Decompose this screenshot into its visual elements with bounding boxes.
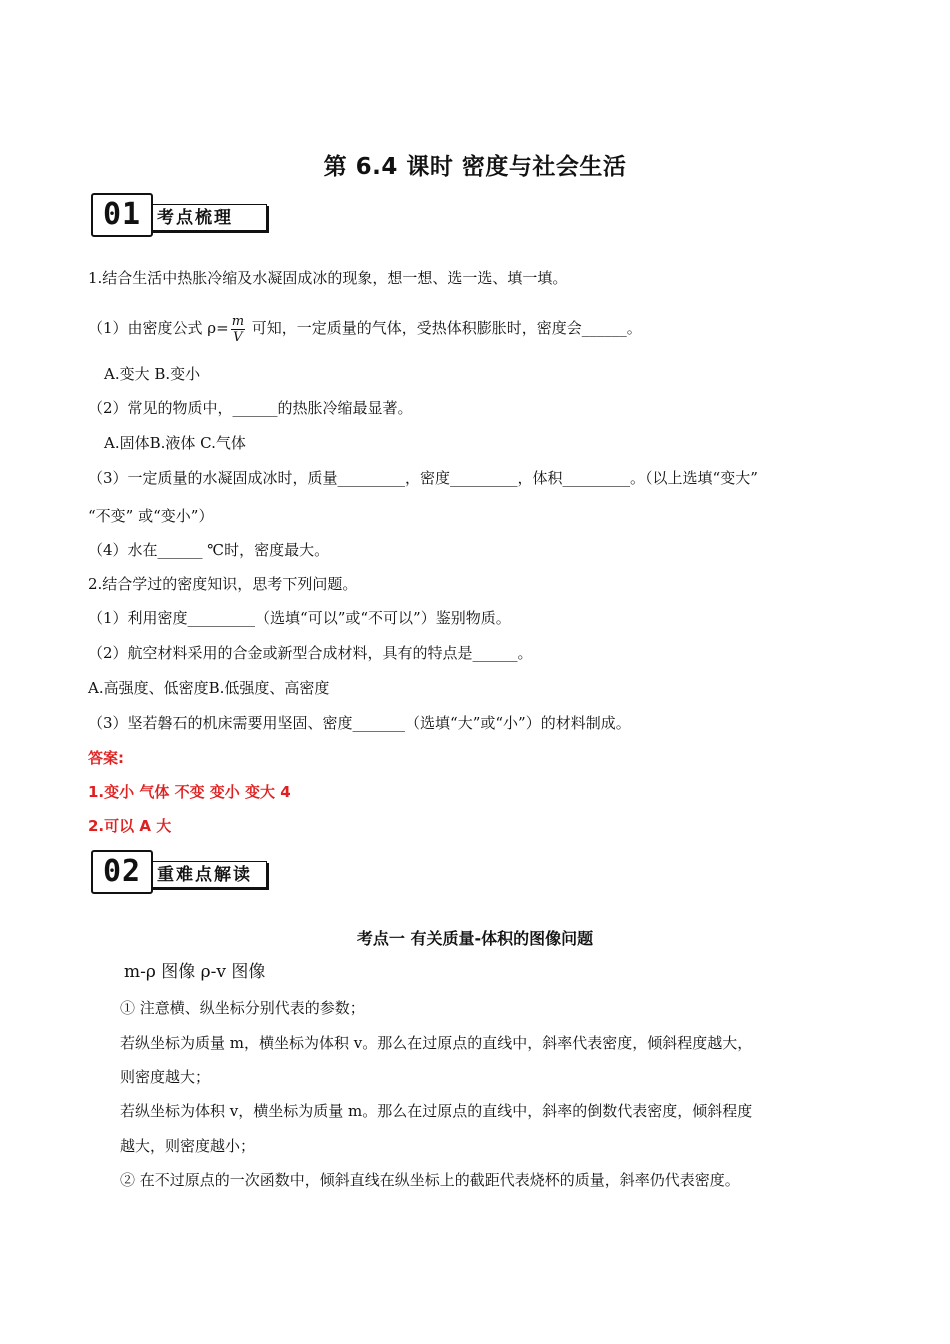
q1-part3-line2: “不变” 或“变小”） (88, 507, 214, 525)
page-title: 第 6.4 课时 密度与社会生活 (323, 154, 627, 180)
fraction-numerator: m (231, 313, 245, 329)
q1-intro: 1.结合生活中热胀冷缩及水凝固成冰的现象，想一想、选一选、填一填。 (88, 269, 568, 287)
q1-part2: （2）常见的物质中，______的热胀冷缩最显著。 (88, 399, 413, 417)
topic-para1-line2: 则密度越大； (120, 1068, 211, 1086)
topic-para2-line1: 若纵坐标为体积 v，横坐标为质量 m。那么在过原点的直线中，斜率的倒数代表密度，倾斜程度 (120, 1102, 753, 1120)
q1-part1-options: A.变大 B.变小 (104, 365, 201, 383)
topic-point-1: ① 注意横、纵坐标分别代表的参数； (120, 999, 365, 1017)
q1-part1 (88, 312, 642, 345)
q1-part2-options: A.固体B.液体 C.气体 (104, 434, 246, 452)
q2-part3: （3）坚若磐石的机床需要用坚固、密度_______（选填“大”或“小”）的材料制成。 (88, 714, 631, 732)
q1-part4: （4）水在______ ℃时，密度最大。 (88, 541, 330, 559)
q2-part2: （2）航空材料采用的合金或新型合成材料，具有的特点是______。 (88, 644, 533, 662)
graph-heading: m-ρ 图像 ρ-v 图像 (124, 962, 266, 982)
density-formula-fraction (231, 314, 245, 345)
section-badge-02 (91, 850, 269, 894)
q2-intro: 2.结合学过的密度知识，思考下列问题。 (88, 575, 358, 593)
section-number: 02 (91, 850, 153, 894)
q1-part3-line1: （3）一定质量的水凝固成冰时，质量_________，密度_________，体积_________。（以上选填“变大” (88, 469, 758, 487)
topic-para1-line1: 若纵坐标为质量 m，横坐标为体积 v。那么在过原点的直线中，斜率代表密度，倾斜程度越大， (120, 1034, 753, 1052)
topic-title: 考点一 有关质量-体积的图像问题 (356, 929, 594, 948)
answer-line-2: 2.可以 A 大 (88, 817, 172, 835)
fraction-denominator: V (233, 329, 243, 345)
section-number: 01 (91, 193, 153, 237)
topic-para2-line2: 越大，则密度越小； (120, 1137, 256, 1155)
topic-point-2: ② 在不过原点的一次函数中，倾斜直线在纵坐标上的截距代表烧杯的质量，斜率仍代表密度。 (120, 1171, 740, 1189)
q1-part1-after: 可知，一定质量的气体，受热体积膨胀时，密度会______。 (247, 319, 642, 337)
q2-part1: （1）利用密度_________（选填“可以”或“不可以”）鉴别物质。 (88, 609, 511, 627)
q1-part1-before: （1）由密度公式 ρ= (88, 319, 229, 337)
section-label: 考点梳理 (147, 204, 267, 231)
section-badge-01 (91, 193, 269, 237)
answer-label: 答案: (88, 749, 124, 767)
q2-part2-options: A.高强度、低密度B.低强度、高密度 (88, 679, 330, 697)
section-label: 重难点解读 (147, 861, 267, 888)
answer-line-1: 1.变小 气体 不变 变小 变大 4 (88, 783, 291, 801)
